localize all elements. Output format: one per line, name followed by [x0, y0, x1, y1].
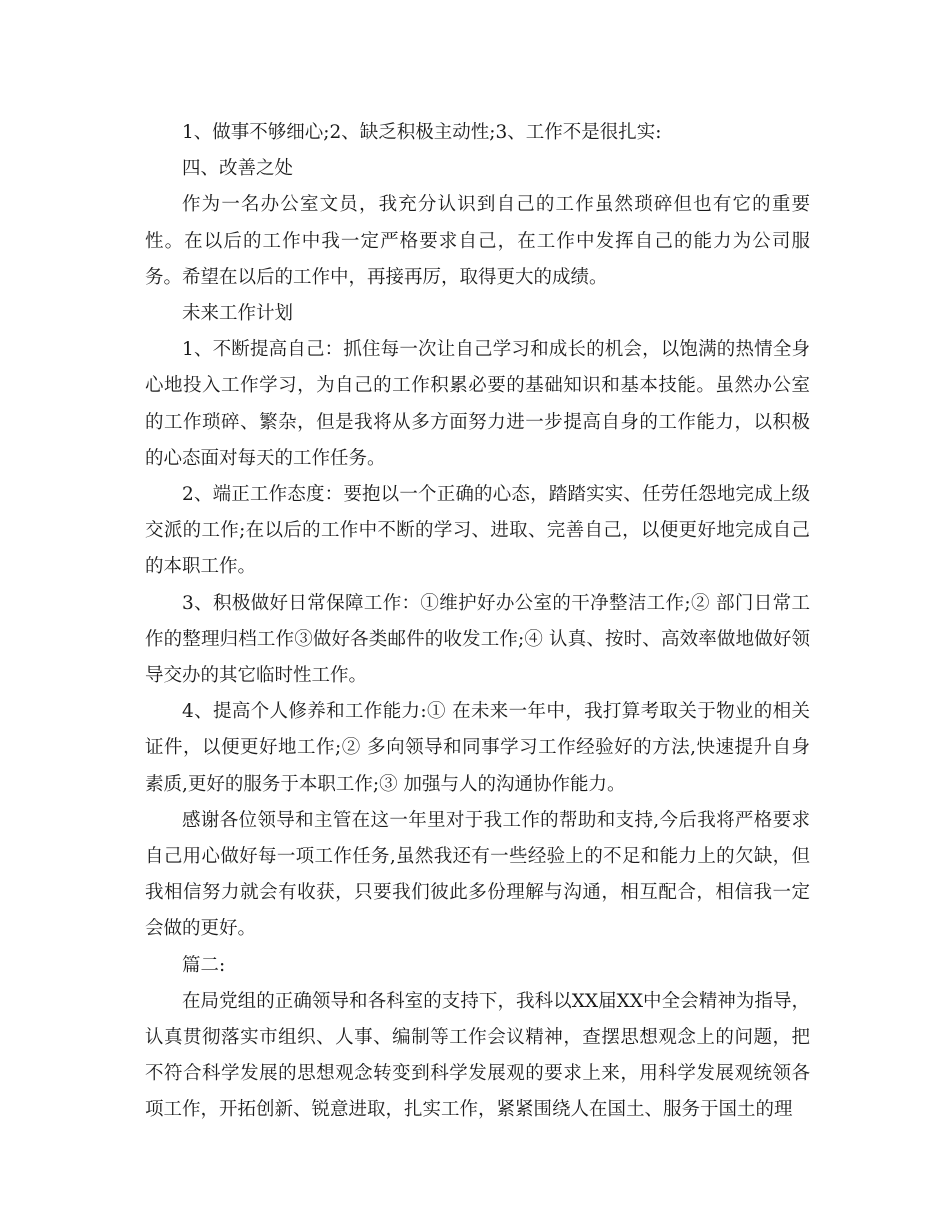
document-body: [145, 115, 810, 1129]
heading-part-two: 篇二:: [182, 954, 226, 976]
heading-improvements: 四、改善之处: [182, 158, 294, 180]
paragraph-plan-item-1: 1、不断提高自己：抓住每一次让自己学习和成长的机会，以饱满的热情全身心地投入工作学习，为自己的工作积累必要的基础知识和基本技能。虽然办公室的工作琐碎、繁杂，但是我将从多方面努力进一步提高自身的工作能力，以积极的心态面对每天的工作任务。: [145, 339, 810, 469]
heading-future-plan: 未来工作计划: [182, 303, 294, 325]
paragraph-plan-item-4: 4、提高个人修养和工作能力:① 在未来一年中，我打算考取关于物业的相关证件，以便更好地工作;② 多向领导和同事学习工作经验好的方法,快速提升自身素质,更好的服务于本职工作;③ 加强与人的沟通协作能力。: [145, 701, 810, 795]
paragraph-shortcomings-list: 1、做事不够细心;2、缺乏积极主动性;3、工作不是很扎实:: [182, 122, 662, 143]
paragraph-plan-item-2: 2、端正工作态度：要抱以一个正确的心态，踏踏实实、任劳任怨地完成上级交派的工作;在以后的工作中不断的学习、进取、完善自己，以便更好地完成自己的本职工作。: [145, 484, 810, 578]
paragraph-plan-item-3: 3、积极做好日常保障工作：①维护好办公室的干净整洁工作;② 部门日常工作的整理归档工作③做好各类邮件的收发工作;④ 认真、按时、高效率做地做好领导交办的其它临时性工作。: [145, 592, 810, 687]
paragraph-thanks: 感谢各位领导和主管在这一年里对于我工作的帮助和支持,今后我将严格要求自己用心做好每一项工作任务,虽然我还有一些经验上的不足和能力上的欠缺，但我相信努力就会有收获，只要我们彼此多份理解与沟通，相互配合，相信我一定会做的更好。: [145, 809, 810, 940]
paragraph-part-two-intro: 在局党组的正确领导和各科室的支持下，我科以XX届XX中全会精神为指导，认真贯彻落实市组织、人事、编制等工作会议精神，查摆思想观念上的问题，把不符合科学发展的思想观念转变到科学发展观的要求上来，用科学发展观统领各项工作，开拓创新、锐意进取，扎实工作，紧紧围绕人在国土、服务于国土的理: [145, 990, 810, 1121]
paragraph-improvements: 作为一名办公室文员，我充分认识到自己的工作虽然琐碎但也有它的重要性。在以后的工作中我一定严格要求自己，在工作中发挥自己的能力为公司服务。希望在以后的工作中，再接再厉，取得更大的成绩。: [145, 194, 810, 288]
